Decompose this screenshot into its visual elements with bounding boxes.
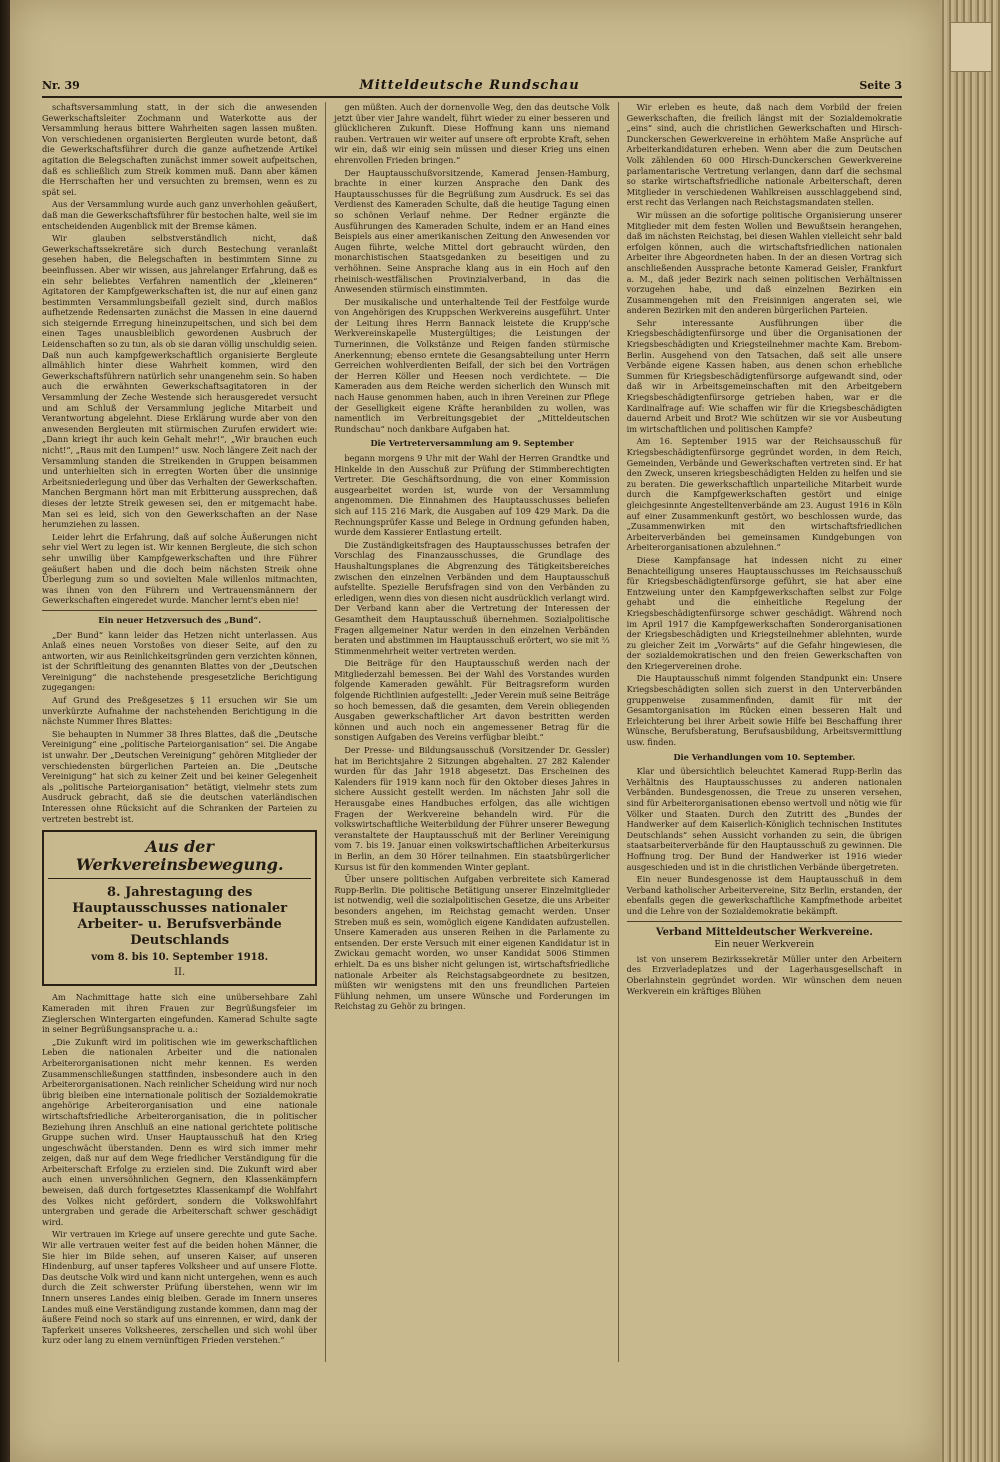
paragraph: Am Nachmittage hatte sich eine unübersehbare Zahl Kameraden mit ihren Frauen zur Begrüßungsfeier im Zieglerschen Wintergarten eingefunden. Kamerad Schulte sagte in seiner Begrüßungsansprache u. a.: xyxy=(42,992,318,1035)
paragraph: „Die Zukunft wird im politischen wie im gewerkschaftlichen Leben die nationalen Arbeiter und die nationalen Arbeiterorganisationen nicht mehr kennen. Es werden Zusammenschließungen stattfinden, insbesondere auch in den Arbeiterorganisationen. Nach reinlicher Scheidung wird nur noch übrig bleiben eine internationale politisch der Sozialdemokratie angehörige Arbeiterorganisation und eine nationale wirtschaftsfriedliche Arbeiterorganisation, die in politischer Beziehung ihren Anschluß an eine national gerichtete politische Gruppe suchen wird. Unser Hauptausschuß hat den Krieg ungeschwächt überstanden. Denn es wird sich immer mehr zeigen, daß nur auf dem Wege friedlicher Verständigung für die Arbeiterschaft Erfolge zu erzielen sind. Die Zukunft wird aber auch einen unversöhnlichen Gegnern, den Klassenkämpfern beweisen, daß durch fortgesetztes Klassenkampf die Wohlfahrt des Volkes nicht gefördert, sondern die Volkswohlfahrt untergraben und gerade die Arbeiterschaft schwer geschädigt wird. xyxy=(42,1036,318,1227)
article-columns xyxy=(42,102,902,1362)
paragraph: Wir vertrauen im Kriege auf unsere gerechte und gute Sache. Wir alle vertrauen weiter fest auf die beiden hohen Männer, die Sie hier im Bilde sehen, auf unseren Kaiser, auf unseren Hindenburg, auf unser tapferes Volksheer und auf unsere Flotte. Das deutsche Volk wird und kann nicht untergehen, wenn es auch durch die Zeit schwerster Prüfung überstehen, wenn wir im Innern unseres Landes einig bleiben. Gerade im Innern unseres Landes muß eine Verständigung zustande kommen, dann mag der äußere Feind noch so stark auf uns einrennen, er wird, dank der Tapferkeit unseres Volksheeres, zerschellen und sich wohl über kurz oder lang zu einem vernünftigen Frieden verstehen.“ xyxy=(42,1229,318,1346)
masthead-title: Mitteldeutsche Rundschau xyxy=(359,77,580,93)
book-binding xyxy=(0,0,10,1462)
paragraph: Sehr interessante Ausführungen über die Kriegsbeschädigtenfürsorge und über die Organisationen der Kriegsbeschädigten und Kriegsteilnehmer machte Kam. Brebom-Berlin. Ausgehend von den Tatsachen, daß seit alle unsere Verbände eigene Kassen haben, aus denen schon erhebliche Summen für Kriegsbeschädigtenfürsorge aufgewandt sind, oder daß wir in Arbeitsgemeinschaften mit den Arbeitgebern Kriegsbeschädigtenfürsorge getrieben haben, war er die Kardinalfrage auf: Wie schaffen wir für die Kriegsbeschädigten dauernd Arbeit und Brot? Wie schützen wir sie vor Ausbeutung im wirtschaftlichen und politischen Kampfe? xyxy=(626,317,902,434)
column-2 xyxy=(325,102,609,1362)
paragraph: Am 16. September 1915 war der Reichsausschuß für Kriegsbeschädigtenfürsorge gegründet worden, in dem Reich, Gemeinden, Verbände und Gewerkschaften vertreten sind. Er hat den Zweck, unseren kriegsbeschädigten Helden zu helfen und sie zu beraten. Die gewerkschaftlich unparteiliche Mitarbeit wurde durch die Kampfgewerkschaften gestört und einige gleichgesinnte Angestelltenverbände am 23. August 1916 in Köln auf einer Zusammenkunft gestört, wo beschlossen wurde, das „Zusammenwirken mit den wirtschaftsfriedlichen Arbeiterverbänden bei gemeinsamen Kundgebungen von Arbeiterorganisationen abzulehnen.“ xyxy=(626,436,902,553)
paragraph: schaftsversammlung statt, in der sich die anwesenden Gewerkschaftsleiter Zochmann und Waterkotte aus der Versammlung heraus bittere Wahrheiten sagen lassen mußten. Von verschiedenen organisierten Bergleuten wurde betont, daß die Gewerkschaftsführer durch die ganze aufhetzende Artikel agitation die Belegschaften zunächst immer soweit aufpeitschen, daß es schließlich zum Streik kommen muß. Dann aber kämen die Herrschaften her und versuchten zu bremsen, wenn es zu spät sei. xyxy=(42,102,318,197)
paragraph: ist von unserem Bezirkssekretär Müller unter den Arbeitern des Erzverladeplatzes und der Lagerhausgesellschaft in Oberlahnstein gegründet worden. Wir wünschen dem neuen Werkverein ein kräftiges Blühen xyxy=(626,953,902,996)
column-1 xyxy=(42,102,317,1362)
paragraph: Wir erleben es heute, daß nach dem Vorbild der freien Gewerkschaften, die freilich längst mit der Sozialdemokratie „eins“ sind, auch die christlichen Gewerkschaften und Hirsch-Dunckerschen Gewerkvereine in erhöhtem Maße Ansprüche auf Arbeiterkandidaturen erheben. Wenn aber die zum Deutschen Volk zählenden 60 000 Hirsch-Dunckerschen Gewerkvereine parlamentarische Vertretung verlangen, dann darf die sechsmal so starke wirtschaftsfriedliche nationale Arbeiterschaft, deren Mitglieder in verschiedenen Wahlkreisen ausschlaggebend sind, erst recht das Verlangen nach Reichstagsmandaten stellen. xyxy=(626,102,902,208)
paragraph: Die Zuständigkeitsfragen des Hauptausschusses betrafen der Vorschlag des Finanzausschusses, die Grundlage des Haushaltungsplanes die Abgrenzung des Tätigkeitsbereiches zwischen den einzelnen Verbänden und dem Hauptausschuß aufstellte. Spezielle Berufsfragen sind von den Verbänden zu erledigen, wenn dies von diesen nicht ausdrücklich verlangt wird. Der Verband kann aber die Vertretung der Interessen der Gesamtheit dem Hauptausschuß übernehmen. Sozialpolitische Fragen allgemeiner Natur werden in den einzelnen Verbänden beraten und abstimmen im Hauptausschuß erörtert, wo sie mit ⅔ Stimmenmehrheit weiter vertreten werden. xyxy=(334,539,610,656)
paragraph: Wir glauben selbstverständlich nicht, daß Gewerkschaftssekretäre sich durch Bestechung veranlaßt gesehen haben, die Belegschaften in bestimmtem Sinne zu beeinflussen. Aber wir wissen, aus jahrelanger Erfahrung, daß es ein sehr beliebtes Verfahren namentlich der „kleineren“ Agitatoren der Kampfgewerkschaften ist, die nur auf einen ganz bestimmten Versammlungsbeifall gezielt sind, durch maßlos aufhetzende Redensarten zunächst die Massen in eine dauernd sich steigernde Erregung hineinzupeitschen, und sich bei dem einen Tages unausbleiblich gewordenen Ausbruch der Leidenschaften so zu tun, als ob sie daran völlig unschuldig seien. Daß nun auch kampfgewerkschaftlich organisierte Bergleute allmählich hinter diese Wahrheit kommen, wird den Gewerkschaftsführern natürlich sehr unangenehm sein. So haben auch die erwähnten Gewerkschaftsagitatoren in der Versammlung der Zeche Westende sich herausgeredet versucht und am Schluß der Versammlung jegliche Mitarbeit und Verantwortung abgelehnt. Diese Erklärung wurde aber von den anwesenden Bergleuten mit stürmischen Zurufen erwidert wie: „Dann kriegt ihr auch kein Gehalt mehr!“, „Wir brauchen euch nicht!“, „Raus mit den Lumpen!“ usw. Noch längere Zeit nach der Versammlung standen die Streikenden in Gruppen beisammen und unterhielten sich in erregten Worten über die unsinnige Arbeitsniederlegung und über das Verhalten der Gewerkschaften. Manchen Bergmann hört man mit Erbitterung aussprechen, daß dieses der letzte Streik gewesen sei, den er mitgemacht habe. Man sei es leid, sich von den Gewerkschaften an der Nase herumziehen zu lassen. xyxy=(42,233,318,530)
subheading: Die Verhandlungen vom 10. September. xyxy=(673,751,856,762)
divider xyxy=(42,610,317,611)
paragraph: Die Hauptausschuß nimmt folgenden Standpunkt ein: Unsere Kriegsbeschädigten sollen sich zuerst in den Unterverbänden gruppenweise zusammenfinden, damit für mit der Gesamtorganisation im Rücken einen besseren Halt und Erleichterung bei ihrer Arbeit sowie Hilfe bei Beschaffung ihrer Wünsche, Berufsberatung, Berufsausbildung, Arbeitsvermittlung usw. finden. xyxy=(626,673,902,748)
paragraph: Der Presse- und Bildungsausschuß (Vorsitzender Dr. Gessler) hat im Berichtsjahre 2 Sitzungen abgehalten. 27 282 Kalender wurden für das Jahr 1918 abgesetzt. Das Erscheinen des Kalenders für 1919 kann noch für den Oktober dieses Jahres in sichere Aussicht gestellt werden. Im nächsten Jahr soll die Herausgabe eines Handbuches erfolgen, das alle wichtigen Fragen der Werkvereine behandeln wird. Für die volkswirtschaftliche Weiterbildung der Führer unserer Bewegung veranstaltete der Hauptausschuß mit der Berliner Vereinigung vom 7. bis 19. Januar einen volkswirtschaftlichen Arbeiterkursus in Berlin, an dem 30 Hörer teilnahmen. Ein staatsbürgerlicher Kursus ist für den kommenden Winter geplant. xyxy=(334,745,610,872)
paragraph: Die Beiträge für den Hauptausschuß werden nach der Mitgliederzahl bemessen. Bei der Wahl des Vorstandes wurden folgende Kameraden gewählt. Für Beitragsreform wurden folgende Richtlinien aufgestellt: „Jeder Verein muß seine Beiträge so hoch bemessen, daß die gesamten, dem Verein obliegenden Ausgaben gewerkschaftlicher Art davon bestritten werden können und auch noch ein angemessener Betrag für die sonstigen Aufgaben des Vereins verfügbar bleibt.“ xyxy=(334,658,610,743)
section-banner xyxy=(42,830,317,986)
column-3 xyxy=(618,102,902,1362)
paragraph: Auf Grund des Preßgesetzes § 11 ersuchen wir Sie um unverkürzte Aufnahme der nachstehenden Berichtigung in die nächste Nummer Ihres Blattes: xyxy=(42,695,318,727)
paragraph: Diese Kampfansage hat indessen nicht zu einer Benachteiligung unseres Hauptausschusses im Reichsausschuß für Kriegsbeschädigtenfürsorge geführt, sie hat aber eine Entzweiung unter den Kampfgewerkschaften selbst zur Folge gehabt und die einheitliche Regelung der Kriegsbeschädigtenfürsorge schwer geschädigt. Während noch im April 1917 die Kampfgewerkschaften Sonderorganisationen der Kriegsbeschädigten und Kriegsteilnehmer ablehnten, wurde zu gleicher Zeit im „Vorwärts“ auf die Gefahr hingewiesen, die der sozialdemokratischen und den freien Gewerkschaften von den Kriegervereinen drohe. xyxy=(626,554,902,671)
issue-number: Nr. 39 xyxy=(42,78,80,92)
article-title: 8. Jahrestagung des Hauptausschusses nationaler Arbeiter- u. Berufsverbände Deutschlands xyxy=(72,885,288,949)
part-number: II. xyxy=(174,966,186,978)
paragraph: Ein neuer Bundesgenosse ist dem Hauptausschuß in dem Verband katholischer Arbeitervereine, Sitz Berlin, erstanden, der ebenfalls gegen die gewerkschaftliche Kampfmethode arbeitet und die Lehre von der Sozialdemokratie bekämpft. xyxy=(626,874,902,916)
paragraph: begann morgens 9 Uhr mit der Wahl der Herren Grandtke und Hinkelde in den Ausschuß zur Prüfung der Stimmberechtigten Vertreter. Die Geschäftsordnung, die von einer Kommission ausgearbeitet worden ist, wurde von der Versammlung angenommen. Die Einnahmen des Hauptausschusses beliefen sich auf 115 216 Mark, die Ausgaben auf 109 429 Mark. Da die Rechnungsprüfer Kasse und Belege in Ordnung gefunden haben, wurde dem Kassierer Entlastung erteilt. xyxy=(334,453,610,538)
section-title: Aus der Werkvereinsbewegung. xyxy=(48,838,311,879)
section-heading: Verband Mitteldeutscher Werkvereine. xyxy=(655,926,873,938)
paragraph: Der musikalische und unterhaltende Teil der Festfolge wurde von Angehörigen des Kruppschen Werkvereins ausgeführt. Unter der Leitung ihres Herrn Bannack leistete die Krupp'sche Werkvereinskapelle Mustergültiges; die Leistungen der Turnerinnen, die Volkstänze und Reigen fanden stürmische Anerkennung; ebenso erntete die Gesangsabteilung unter Herrn Gerreichen wohlverdienten Beifall, der sich bei den Vorträgen der Herren Köller und Heesen noch verdichtete. — Die Kameraden aus dem Reiche werden sicherlich den Wunsch mit nach Hause genommen haben, auch in ihren Vereinen zur Pflege der Geselligkeit eigene Kräfte heranbilden zu wollen, was namentlich im Verbreitungsgebiet der „Mitteldeutschen Rundschau“ noch dankbare Aufgaben hat. xyxy=(334,296,610,434)
article-date: vom 8. bis 10. September 1918. xyxy=(91,952,269,964)
paragraph: Wir müssen an die sofortige politische Organisierung unserer Mitglieder mit dem festen Wollen und Bewußtsein herangehen, daß im nächsten Reichstag, bei diesen Wahlen vielleicht sehr bald erfolgen können, auch die wirtschaftsfriedlichen nationalen Arbeiter ihre Abgeordneten haben. In der an diesen Vortrag sich anschließenden Aussprache betonte Kamerad Geisler, Frankfurt a. M., daß jeder Bezirk nach seinen politischen Verhältnissen vorzugehen habe, und daß einzelnen Bezirken ein Zusammengehen mit den Freisinnigen angeraten sei, wie anderen Bezirken mit den anderen bürgerlichen Parteien. xyxy=(626,209,902,316)
paragraph: Über unsere politischen Aufgaben verbreitete sich Kamerad Rupp-Berlin. Die politische Betätigung unserer Einzelmitglieder ist notwendig, weil die sozialpolitischen Gesetze, die uns Arbeiter besonders angehen, im Reichstag gemacht werden. Unser Streben muß es sein, womöglich eigene Kandidaten aufzustellen. Unsere Kameraden aus unseren Reihen in die Parlamente zu entsenden. Der erste Versuch mit einer eigenen Kandidatur ist in Zwickau gemacht worden, wo unser Kandidat 5006 Stimmen erhielt. Da es uns bisher nicht gelungen ist, wirtschaftsfriedliche nationale Arbeiter als Reichstagsabgeordnete zu besitzen, müßten wir wenigstens mit den uns freundlichen Parteien Fühlung nehmen, um unsere Wünsche und Forderungen im Reichstag zu Gehör zu bringen. xyxy=(334,874,610,1012)
article-heading: Ein neuer Hetzversuch des „Bund“. xyxy=(98,614,262,625)
paragraph: „Der Bund“ kann leider das Hetzen nicht unterlassen. Aus Anlaß eines neuen Vorstoßes von dieser Seite, auf den zu antworten, wir aus Reinlichkeitsgründen gern verzichten können, ist der Schriftleitung des genannten Blattes von der „Deutschen Vereinigung“ die nachstehende presgesetzliche Berichtigung zugegangen: xyxy=(42,629,318,693)
paragraph: Aus der Versammlung wurde auch ganz unverhohlen geäußert, daß man die Gewerkschaftsführer für bestochen halte, weil sie im entscheidenden Augenblick mit der Bremse kämen. xyxy=(42,199,318,231)
paragraph: gen müßten. Auch der dornenvolle Weg, den das deutsche Volk jetzt über vier Jahre wandelt, führt wieder zu einer besseren und glücklicheren Zukunft. Diese Hoffnung kann uns niemand rauben. Vertrauen wir weiter auf unsere oft erprobte Kraft, sehen wir ein, daß wir einig sein müssen und dieser Krieg uns einen ehrenvollen Frieden bringen.“ xyxy=(334,102,610,165)
section-subheading: Ein neuer Werkverein xyxy=(714,940,815,951)
index-tab xyxy=(950,22,992,72)
page-header xyxy=(42,74,902,98)
paragraph: Leider lehrt die Erfahrung, daß auf solche Äußerungen nicht sehr viel Wert zu legen ist. Wir kennen Bergleute, die sich schon sehr unwillig über Kampfgewerkschaften und ihre Führer geäußert haben und die doch beim nächsten Streik ohne Überlegung zum so und sovielten Male willenlos mitmachten, was ihnen von den Führern und Vertrauensmännern der Gewerkschaften eingeredet wurde. Mancher lernt's eben nie! xyxy=(42,531,318,606)
subheading: Die Vertreterversammlung am 9. September xyxy=(370,438,574,449)
paragraph: Klar und übersichtlich beleuchtet Kamerad Rupp-Berlin das Verhältnis des Hauptausschusses zu anderen nationalen Verbänden. Bundesgenossen, die Treue zu unseren versehen, sind für Arbeiterorganisationen ebenso wertvoll und nötig wie für Völker und Staaten. Durch den Zutritt des „Bundes der Handwerker auf dem Kaiserlich-Königlich technischen Institutes Deutschlands“ sehen Aussicht vorhanden zu sein, die übrigen staatsarbeiterverbände für den Hauptausschuß zu gewinnen. Die Hoffnung trog. Der Bund der Handwerker ist 1916 wieder ausgeschieden und ist in die christlichen Verbände übergetreten. xyxy=(626,766,902,872)
paragraph: Der Hauptausschußvorsitzende, Kamerad Jensen-Hamburg, brachte in einer kurzen Ansprache den Dank des Hauptausschusses für die Begrüßung zum Ausdruck. Es sei das Verdienst des Kameraden Schulte, daß die heutige Tagung einen so schönen Verlauf nehme. Der Redner ergänzte die Ausführungen des Kameraden Schulte, indem er an Hand eines Beispiels aus einer amerikanischen Zeitung den Anwesenden vor Augen führte, welche Mittel dort gebraucht würden, den monarchistischen Staatsgedanken zu beseitigen und zu verhöhnen. Seine Ansprache klang aus in ein Hoch auf den rheinisch-westfälischen Provinzialverband, in das die Anwesenden stürmisch einstimmten. xyxy=(334,167,610,295)
page-number: Seite 3 xyxy=(859,78,902,92)
paragraph: Sie behaupten in Nummer 38 Ihres Blattes, daß die „Deutsche Vereinigung“ eine „politische Parteiorganisation“ sei. Die Angabe ist unwahr. Der „Deutschen Vereinigung“ gehören Mitglieder der verschiedensten bürgerlichen Parteien an. Die „Deutsche Vereinigung“ hat sich zu keiner Zeit und bei keiner Gelegenheit als „politische Parteiorganisation“ betätigt, vielmehr stets zum Ausdruck gebracht, daß sie die deutschen vaterländischen Interessen ohne Rücksicht auf die Schranken der Parteien zu vertreten bestrebt ist. xyxy=(42,728,318,824)
newspaper-page xyxy=(10,0,940,1462)
divider xyxy=(627,921,902,922)
page-stack-edge xyxy=(940,0,1000,1462)
